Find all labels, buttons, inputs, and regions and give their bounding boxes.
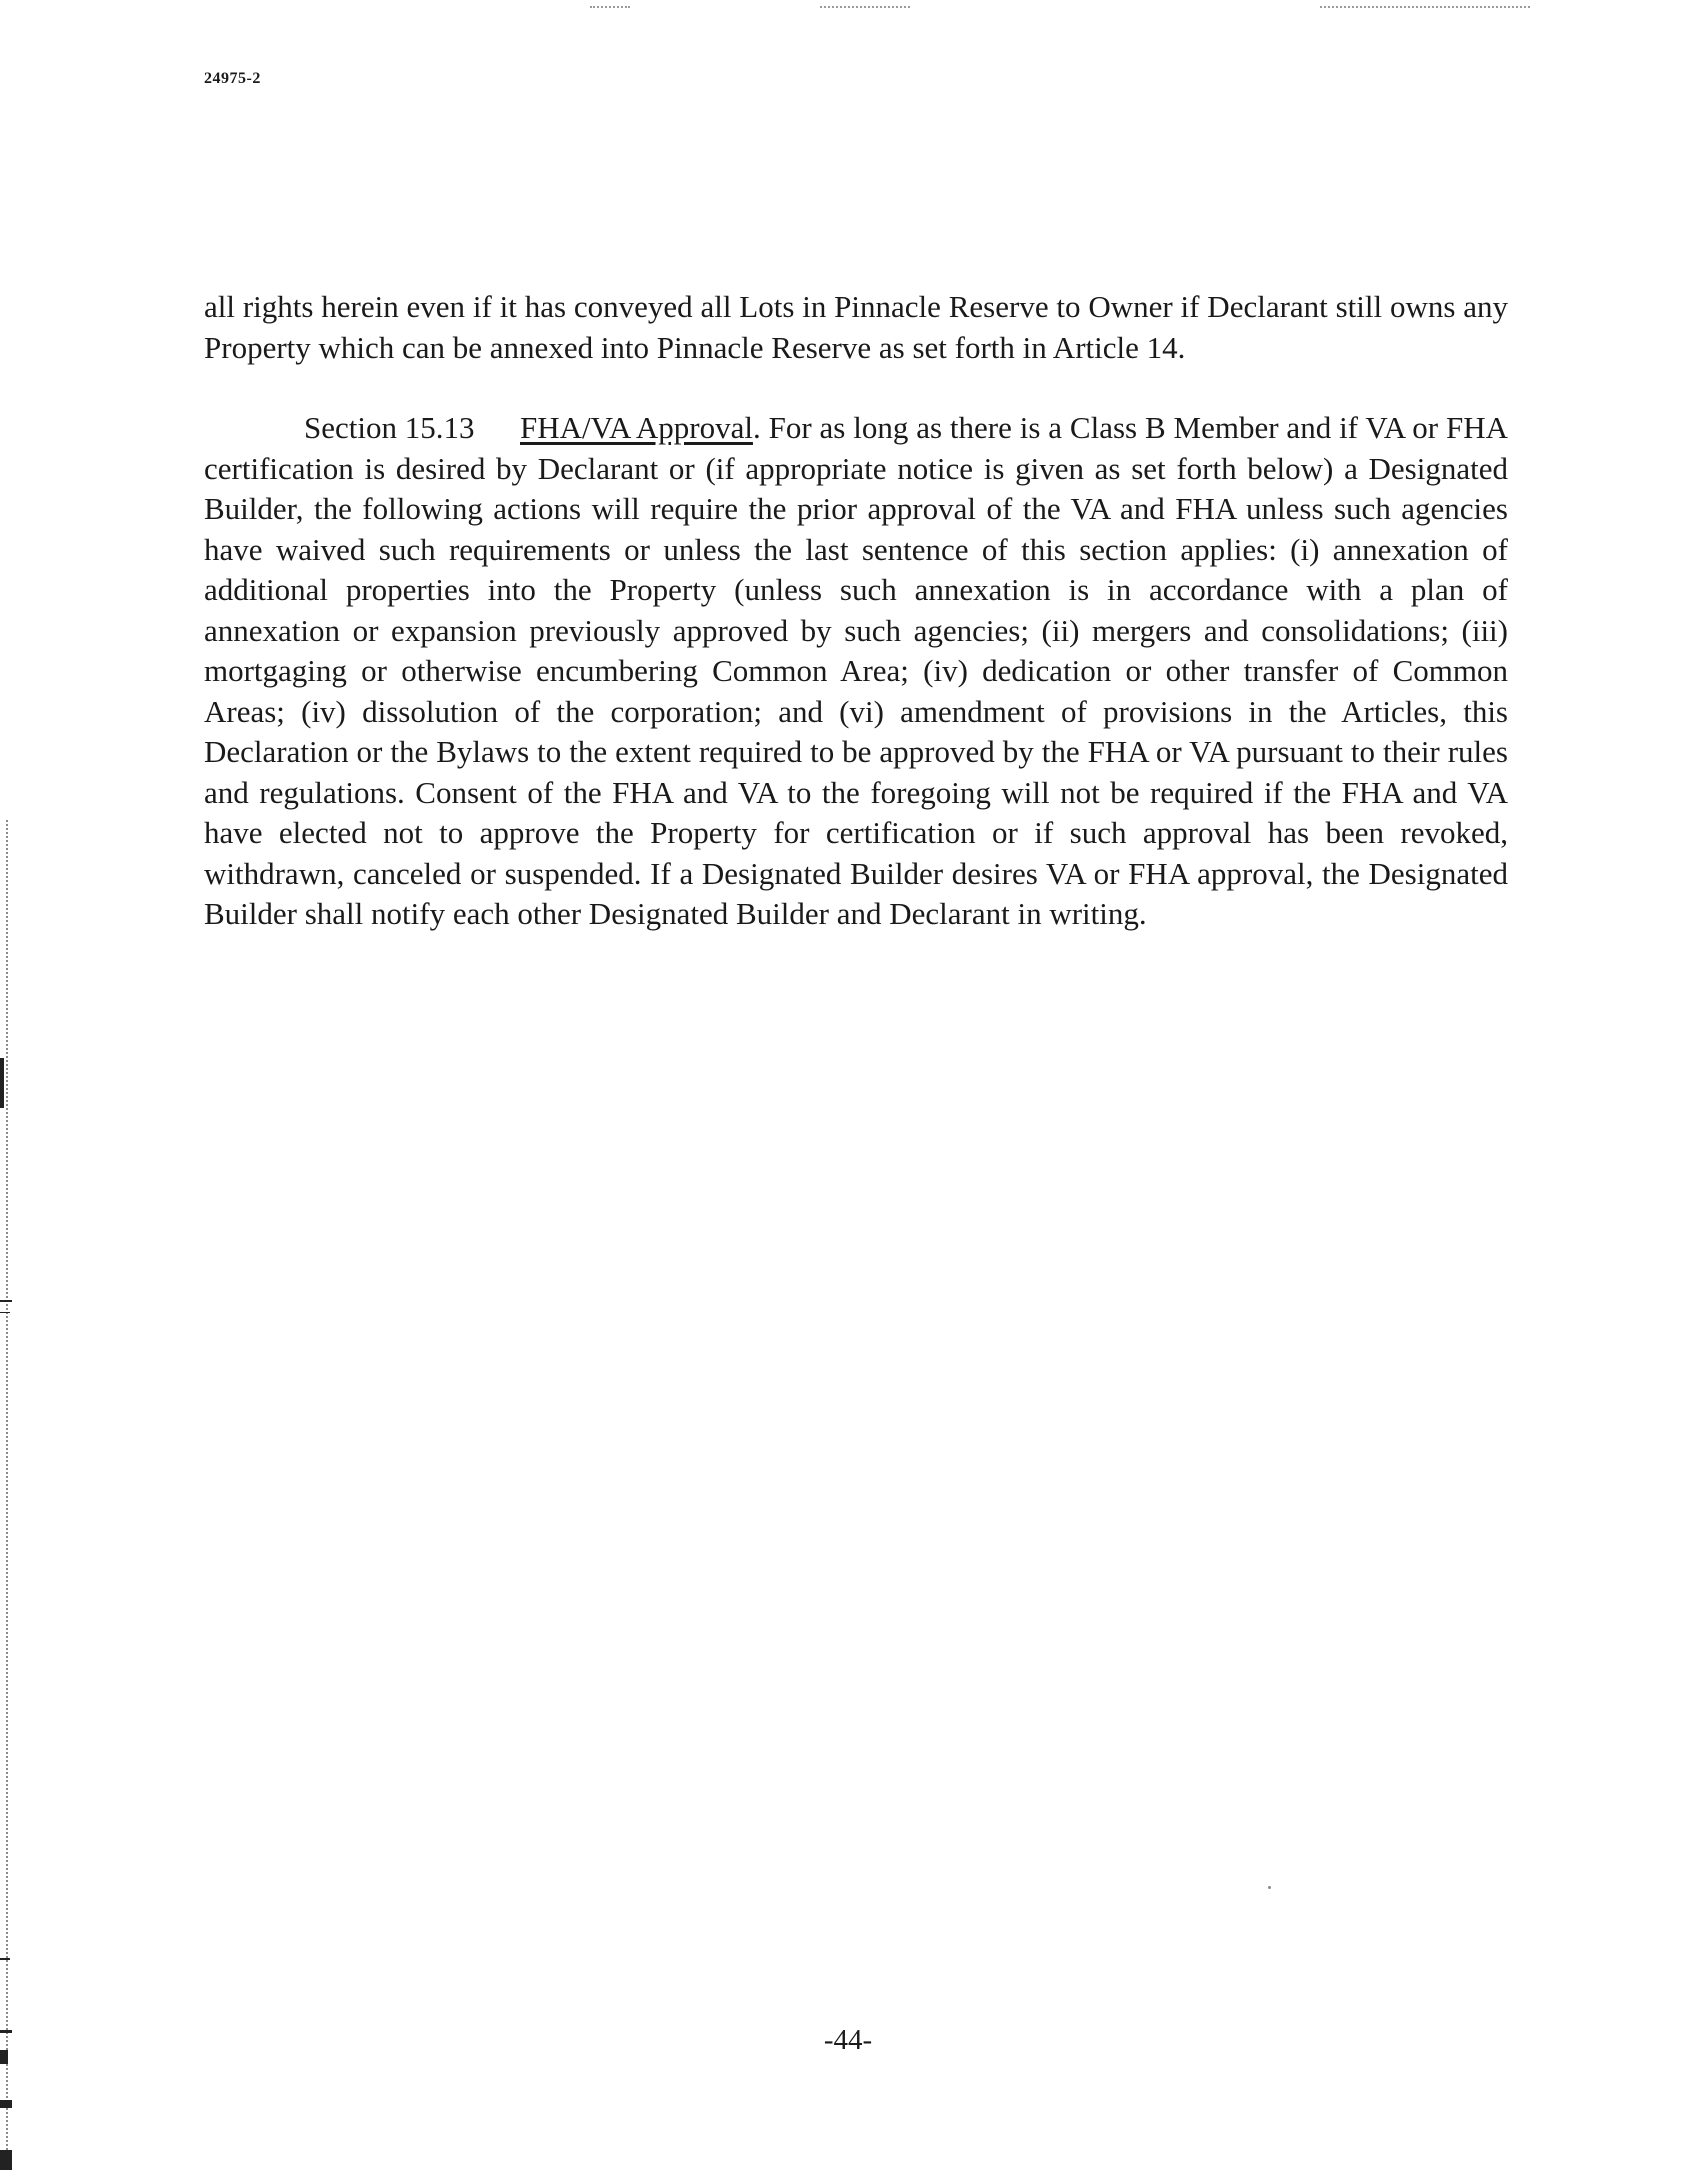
scan-artifact-left-bar-3 bbox=[0, 1312, 10, 1313]
scan-artifact-left-edge bbox=[6, 820, 11, 2150]
scan-artifact-left-bar-8 bbox=[0, 2150, 12, 2170]
scan-artifact-top-2 bbox=[820, 6, 910, 10]
scan-artifact-left-bar-4 bbox=[0, 1958, 10, 1960]
section-body: . For as long as there is a Class B Member and if VA or FHA certification is desired by Declarant or (if appropriate notice is given as set forth below) a Designated Builder, the following actions will require the prior approval of the VA and FHA unless such agencies have waived such requirements or unless the last sentence of this section applies: (i) annexation of additional properties into the Property (unless such annexation is in accordance with a plan of annexation or expansion previously approved by such agencies; (ii) mergers and consolidations; (iii) mortgaging or otherwise encumbering Common Area; (iv) dedication or other transfer of Common Areas; (iv) dissolution of the corporation; and (vi) amendment of provisions in the Articles, this Declaration or the Bylaws to the extent required to be approved by the FHA or VA pursuant to their rules and regulations. Consent of the FHA and VA to the foregoing will not be required if the FHA and VA have elected not to approve the Property for certification or if such approval has been revoked, withdrawn, canceled or suspended. If a Designated Builder desires VA or FHA approval, the Designated Builder shall notify each other Designated Builder and Declarant in writing. bbox=[204, 410, 1508, 931]
scan-artifact-top-1 bbox=[590, 6, 630, 10]
section-title: FHA/VA Approval bbox=[520, 410, 753, 445]
page-number: -44- bbox=[823, 2024, 873, 2056]
section-number: Section 15.13 bbox=[304, 410, 475, 445]
scan-artifact-top-3 bbox=[1320, 6, 1530, 10]
document-id: 24975-2 bbox=[204, 70, 261, 87]
section-paragraph bbox=[204, 408, 1508, 935]
paragraph-continuation: all rights herein even if it has conveyed all Lots in Pinnacle Reserve to Owner if Declarant still owns any Property which can be annexed into Pinnacle Reserve as set forth in Article 14. bbox=[204, 289, 1508, 365]
scan-artifact-left-bar-2 bbox=[0, 1300, 12, 1302]
scan-artifact-left-bar-1 bbox=[0, 1058, 4, 1108]
scan-artifact-speck bbox=[1268, 1886, 1271, 1889]
scan-artifact-left-bar-7 bbox=[0, 2100, 12, 2108]
